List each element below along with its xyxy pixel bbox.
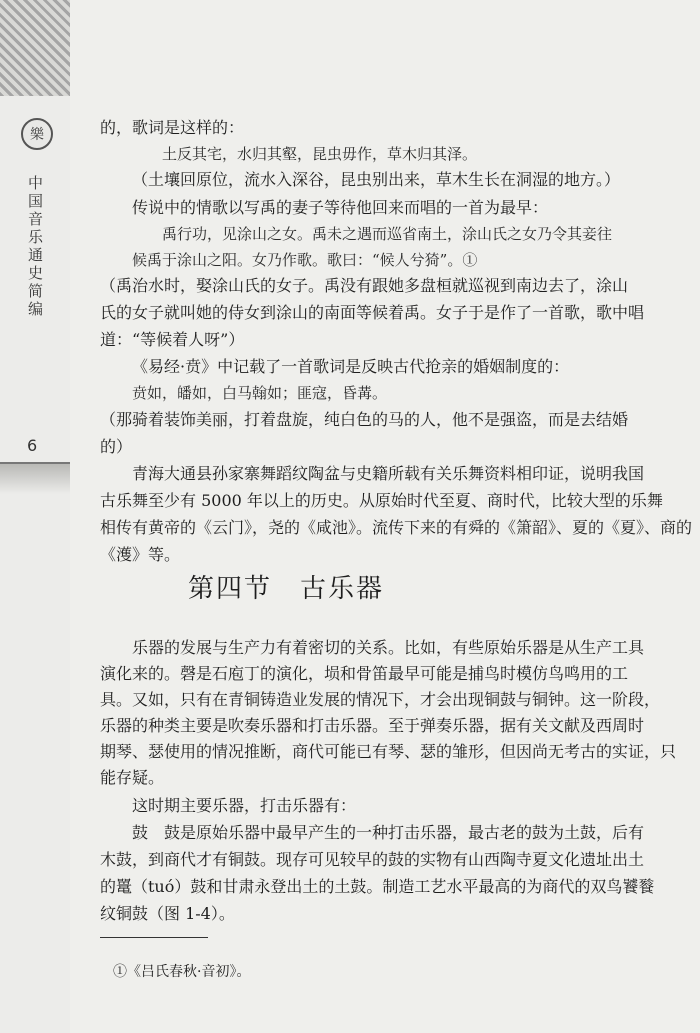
text-line: （那骑着装饰美丽，打着盘旋，纯白色的马的人，他不是强盗，而是去结婚 [100,410,629,429]
quoted-verse: 禹行功，见涂山之女。禹未之遇而巡省南土，涂山氏之女乃令其妾往 [162,225,613,243]
text-line: 的） [100,437,133,456]
text-line: 《濩》等。 [100,545,181,564]
text-line: 《易经·贲》中记载了一首歌词是反映古代抢亲的婚姻制度的： [132,357,570,376]
running-book-title: 中国音乐通史简编 [26,175,44,319]
footnote: ①《吕氏春秋·音初》。 [113,964,251,980]
text-line: 相传有黄帝的《云门》，尧的《咸池》。流传下来的有舜的《箫韶》、夏的《夏》、商的 [100,518,693,537]
section-heading: 第四节 古乐器 [188,574,385,604]
text-line: 的，歌词是这样的： [100,118,245,137]
series-logo-icon: 樂 [21,118,53,150]
text-line: 古乐舞至少有 5000 年以上的历史。从原始时代至夏、商时代，比较大型的乐舞 [100,491,663,510]
text-line: 氏的女子就叫她的侍女到涂山的南面等候着禹。女子于是作了一首歌，歌中唱 [100,303,645,322]
footnote-rule [100,937,208,938]
decorative-pattern-band [0,0,70,96]
quoted-verse: 贲如，皤如，白马翰如；匪寇，昏冓。 [132,384,388,402]
quoted-verse: 土反其宅，水归其壑，昆虫毋作，草木归其泽。 [162,145,478,163]
text-line: 青海大通县孙家寨舞蹈纹陶盆与史籍所载有关乐舞资料相印证，说明我国 [132,464,645,483]
text-line: （土壤回原位，流水入深谷，昆虫别出来，草木生长在洞湿的地方。） [132,170,621,189]
text-line: 道：“等候着人呀”） [100,330,245,349]
text-line: 纹铜鼓（图 1-4）。 [100,904,235,923]
text-line: 乐器的种类主要是吹奏乐器和打击乐器。至于弹奏乐器，据有关文献及西周时 [100,716,645,735]
text-line: 木鼓，到商代才有铜鼓。现存可见较早的鼓的实物有山西陶寺夏文化遗址出土 [100,850,645,869]
text-line: 鼓 鼓是原始乐器中最早产生的一种打击乐器，最古老的鼓为土鼓，后有 [132,823,645,842]
text-line: 具。又如，只有在青铜铸造业发展的情况下，才会出现铜鼓与铜钟。这一阶段， [100,690,661,709]
quoted-verse: 候禹于涂山之阳。女乃作歌。歌曰：“候人兮猗”。① [132,251,478,269]
text-line: 的鼍（tuó）鼓和甘肃永登出土的土鼓。制造工艺水平最高的为商代的双鸟饕餮 [100,877,655,896]
page-number: 6 [27,436,38,455]
text-line: 期琴、瑟使用的情况推断，商代可能已有琴、瑟的雏形，但因尚无考古的实证，只 [100,742,677,761]
decorative-wedge [0,464,70,494]
text-line: （禹治水时，娶涂山氏的女子。禹没有跟她多盘桓就巡视到南边去了，涂山 [100,276,629,295]
margin-strip [0,0,70,1033]
text-line: 演化来的。磬是石庖丁的演化，埙和骨笛最早可能是捕鸟时模仿鸟鸣用的工 [100,664,629,683]
text-line: 能存疑。 [100,768,165,787]
text-line: 传说中的情歌以写禹的妻子等待他回来而唱的一首为最早： [132,198,549,217]
text-line: 这时期主要乐器，打击乐器有： [132,796,357,815]
text-line: 乐器的发展与生产力有着密切的关系。比如，有些原始乐器是从生产工具 [132,638,645,657]
